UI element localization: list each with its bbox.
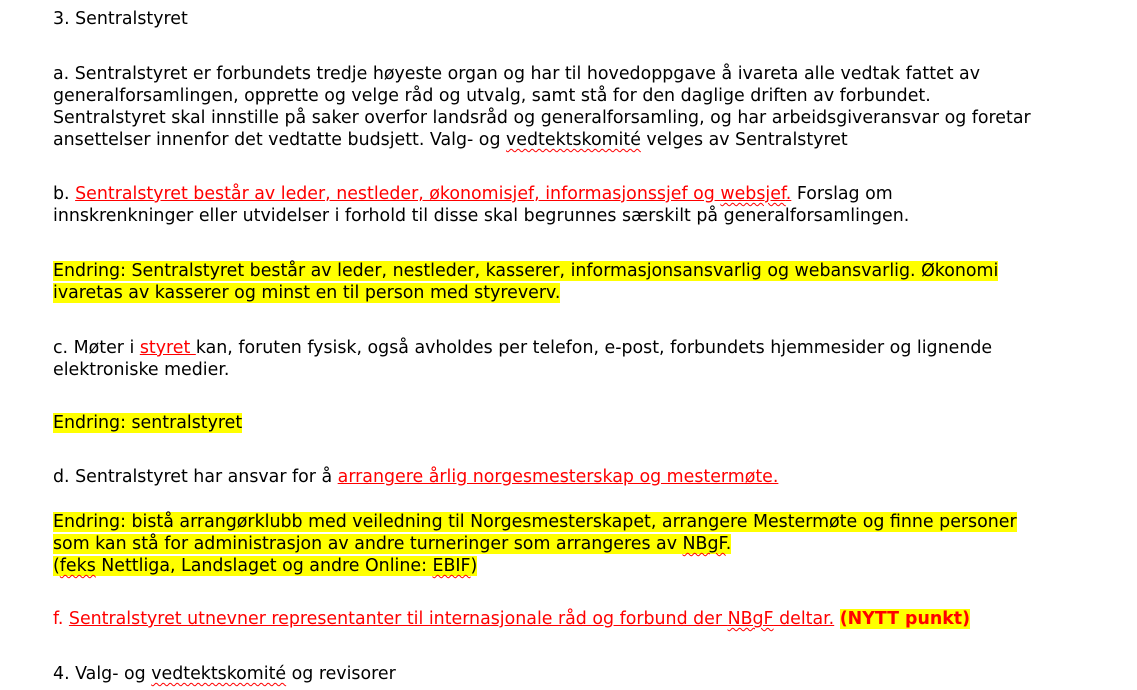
- tracked-change-inserted: Sentralstyret utnevner representanter til internasjonale råd og forbund der NBgF deltar.: [68, 609, 835, 629]
- spellcheck-word[interactable]: vedtektskomité: [151, 664, 287, 684]
- change-note-d-line-2: som kan stå for administrasjon av andre turneringer som arrangeres av NBgF.: [53, 534, 732, 554]
- spellcheck-word[interactable]: EBIF: [432, 556, 471, 576]
- change-note-d: [53, 511, 1017, 577]
- paragraph-f: f. Sentralstyret utnevner representanter til internasjonale råd og forbund der NBgF deltar. (NYTT punkt): [53, 609, 971, 629]
- paragraph-c-line-2: elektroniske medier.: [53, 360, 230, 380]
- new-point-tag: (NYTT punkt): [839, 609, 971, 629]
- paragraph-c: [53, 337, 992, 381]
- spellcheck-word[interactable]: vedtektskomité: [506, 130, 641, 150]
- section-heading-4: 4. Valg- og vedtektskomité og revisorer: [53, 664, 396, 684]
- paragraph-b-line-1: b. Sentralstyret består av leder, nestleder, økonomisjef, informasjonssjef og websjef. Forslag om: [53, 184, 893, 204]
- change-note-b: [53, 260, 998, 304]
- tracked-change-deleted: Sentralstyret består av leder, nestleder, økonomisjef, informasjonssjef og websjef.: [75, 184, 792, 204]
- change-note-d-line-3: (feks Nettliga, Landslaget og andre Online: EBIF): [53, 556, 478, 576]
- change-note-d-line-1: Endring: bistå arrangørklubb med veiledning til Norgesmesterskapet, arrangere Mestermøte og finne personer: [53, 512, 1017, 532]
- change-note-c: Endring: sentralstyret: [53, 413, 243, 433]
- paragraph-a-line-4: ansettelser innenfor det vedtatte budsjett. Valg- og vedtektskomité velges av Sentralstyret: [53, 130, 848, 150]
- spellcheck-word[interactable]: NBgF: [682, 534, 726, 554]
- paragraph-a-line-3: Sentralstyret skal innstille på saker overfor landsråd og generalforsamling, og har arbeidsgiveransvar og foretar: [53, 108, 1031, 128]
- spellcheck-word[interactable]: websjef: [720, 184, 786, 204]
- paragraph-a-line-1: a. Sentralstyret er forbundets tredje høyeste organ og har til hovedoppgave å ivareta alle vedtak fattet av: [53, 64, 981, 84]
- tracked-change-deleted: styret: [139, 338, 196, 358]
- paragraph-d: d. Sentralstyret har ansvar for å arrangere årlig norgesmesterskap og mestermøte.: [53, 467, 779, 487]
- tracked-change-deleted: arrangere årlig norgesmesterskap og mestermøte.: [337, 467, 779, 487]
- change-note-b-line-1: Endring: Sentralstyret består av leder, nestleder, kasserer, informasjonsansvarlig og webansvarlig. Økonomi: [53, 261, 999, 281]
- spellcheck-word[interactable]: NBgF: [727, 609, 774, 629]
- paragraph-b: [53, 183, 909, 227]
- section-heading-3: 3. Sentralstyret: [53, 9, 188, 29]
- paragraph-b-line-2: innskrenkninger eller utvidelser i forhold til disse skal begrunnes særskilt på generalforsamlingen.: [53, 206, 910, 226]
- spellcheck-word[interactable]: feks: [59, 556, 96, 576]
- paragraph-a: [53, 63, 1031, 151]
- paragraph-c-line-1: c. Møter i styret kan, foruten fysisk, også avholdes per telefon, e-post, forbundets hjemmesider og lignende: [53, 338, 993, 358]
- change-note-b-line-2: ivaretas av kasserer og minst en til person med styreverv.: [53, 283, 561, 303]
- paragraph-a-line-2: generalforsamlingen, opprette og velge råd og utvalg, samt stå for den daglige driften av forbundet.: [53, 86, 931, 106]
